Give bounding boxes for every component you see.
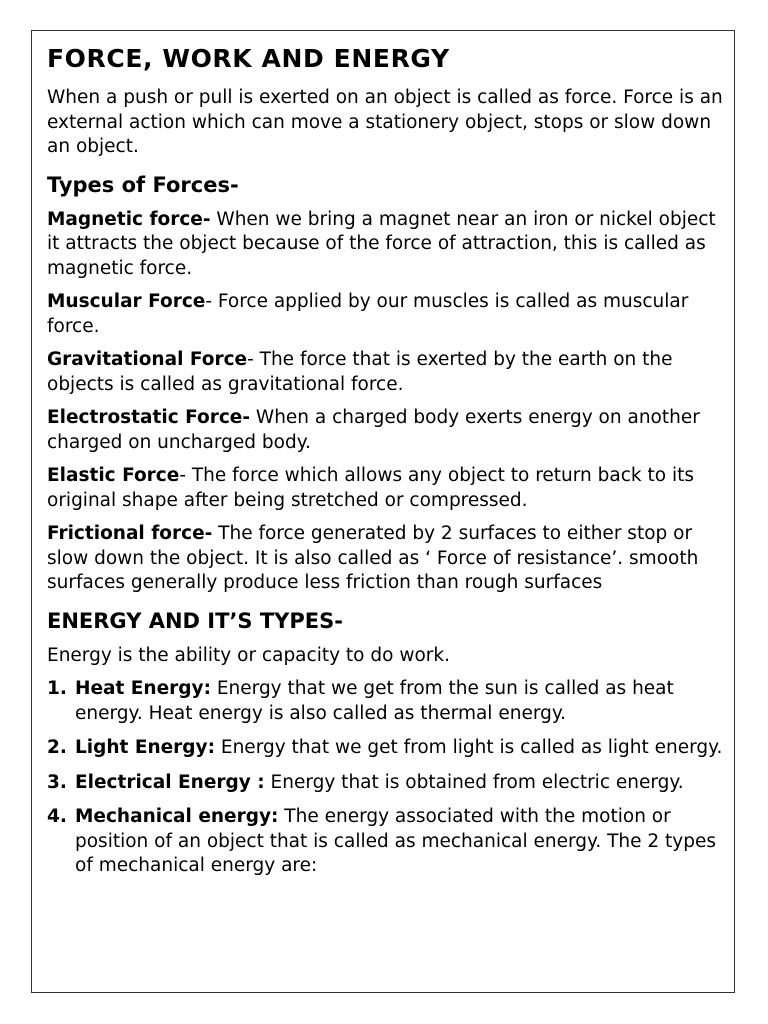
force-description: - The force that is exerted by the earth on the objects is called as gravitational force. bbox=[47, 349, 673, 395]
force-description: - The force which allows any object to return back to its original shape after being stretched or compressed. bbox=[47, 465, 694, 511]
document-title: FORCE, WORK AND ENERGY bbox=[47, 44, 450, 73]
energy-item-mechanical bbox=[47, 805, 727, 879]
force-description: When we bring a magnet near an iron or nickel object it attracts the object because of the force of attraction, this is called as magnetic force. bbox=[47, 208, 716, 279]
energy-term: Light Energy: bbox=[75, 737, 216, 758]
energy-heading: ENERGY AND IT’S TYPES- bbox=[47, 608, 343, 633]
force-description: - Force applied by our muscles is called as muscular force. bbox=[47, 291, 689, 337]
energy-term: Electrical Energy : bbox=[75, 771, 265, 793]
forces-heading: Types of Forces- bbox=[47, 172, 239, 197]
force-term: Gravitational Force bbox=[47, 349, 248, 370]
force-term: Frictional force- bbox=[47, 523, 213, 544]
intro-paragraph: When a push or pull is exerted on an object is called as force. Force is an external action which can move a stationery object, stops or slow down an object. bbox=[47, 87, 723, 157]
force-muscular bbox=[47, 290, 727, 339]
force-magnetic bbox=[47, 208, 727, 282]
energy-intro: Energy is the ability or capacity to do work. bbox=[47, 644, 450, 666]
energy-item-electrical bbox=[47, 771, 727, 796]
energy-description: Energy that we get from light is called as light energy. bbox=[215, 737, 723, 758]
list-number: 2. bbox=[47, 737, 67, 758]
energy-description: The energy associated with the motion or position of an object that is called as mechanical energy. The 2 types of mechanical energy are: bbox=[75, 806, 716, 876]
energy-term: Heat Energy: bbox=[75, 678, 211, 699]
force-term: Electrostatic Force- bbox=[47, 407, 251, 428]
force-term: Magnetic force- bbox=[47, 208, 211, 230]
energy-description: Energy that is obtained from electric energy. bbox=[264, 771, 684, 793]
force-electrostatic bbox=[47, 406, 727, 455]
force-elastic bbox=[47, 464, 727, 513]
energy-term: Mechanical energy: bbox=[75, 806, 279, 827]
force-description: The force generated by 2 surfaces to either stop or slow down the object. It is also called as ‘ Force of resistance’. smooth surfaces generally produce less friction than rough surfaces bbox=[47, 523, 699, 593]
energy-types-list bbox=[47, 677, 727, 879]
list-number: 1. bbox=[47, 678, 67, 699]
list-number: 4. bbox=[47, 806, 67, 827]
energy-item-heat bbox=[47, 677, 727, 726]
energy-description: Energy that we get from the sun is called as heat energy. Heat energy is also called as thermal energy. bbox=[75, 678, 674, 724]
force-description: When a charged body exerts energy on another charged on uncharged body. bbox=[47, 407, 700, 453]
force-term: Elastic Force bbox=[47, 465, 180, 486]
force-frictional bbox=[47, 522, 727, 596]
list-number: 3. bbox=[47, 771, 67, 793]
energy-item-light bbox=[47, 736, 727, 761]
force-gravitational bbox=[47, 348, 727, 397]
force-term: Muscular Force bbox=[47, 291, 206, 312]
document-body bbox=[47, 44, 727, 889]
